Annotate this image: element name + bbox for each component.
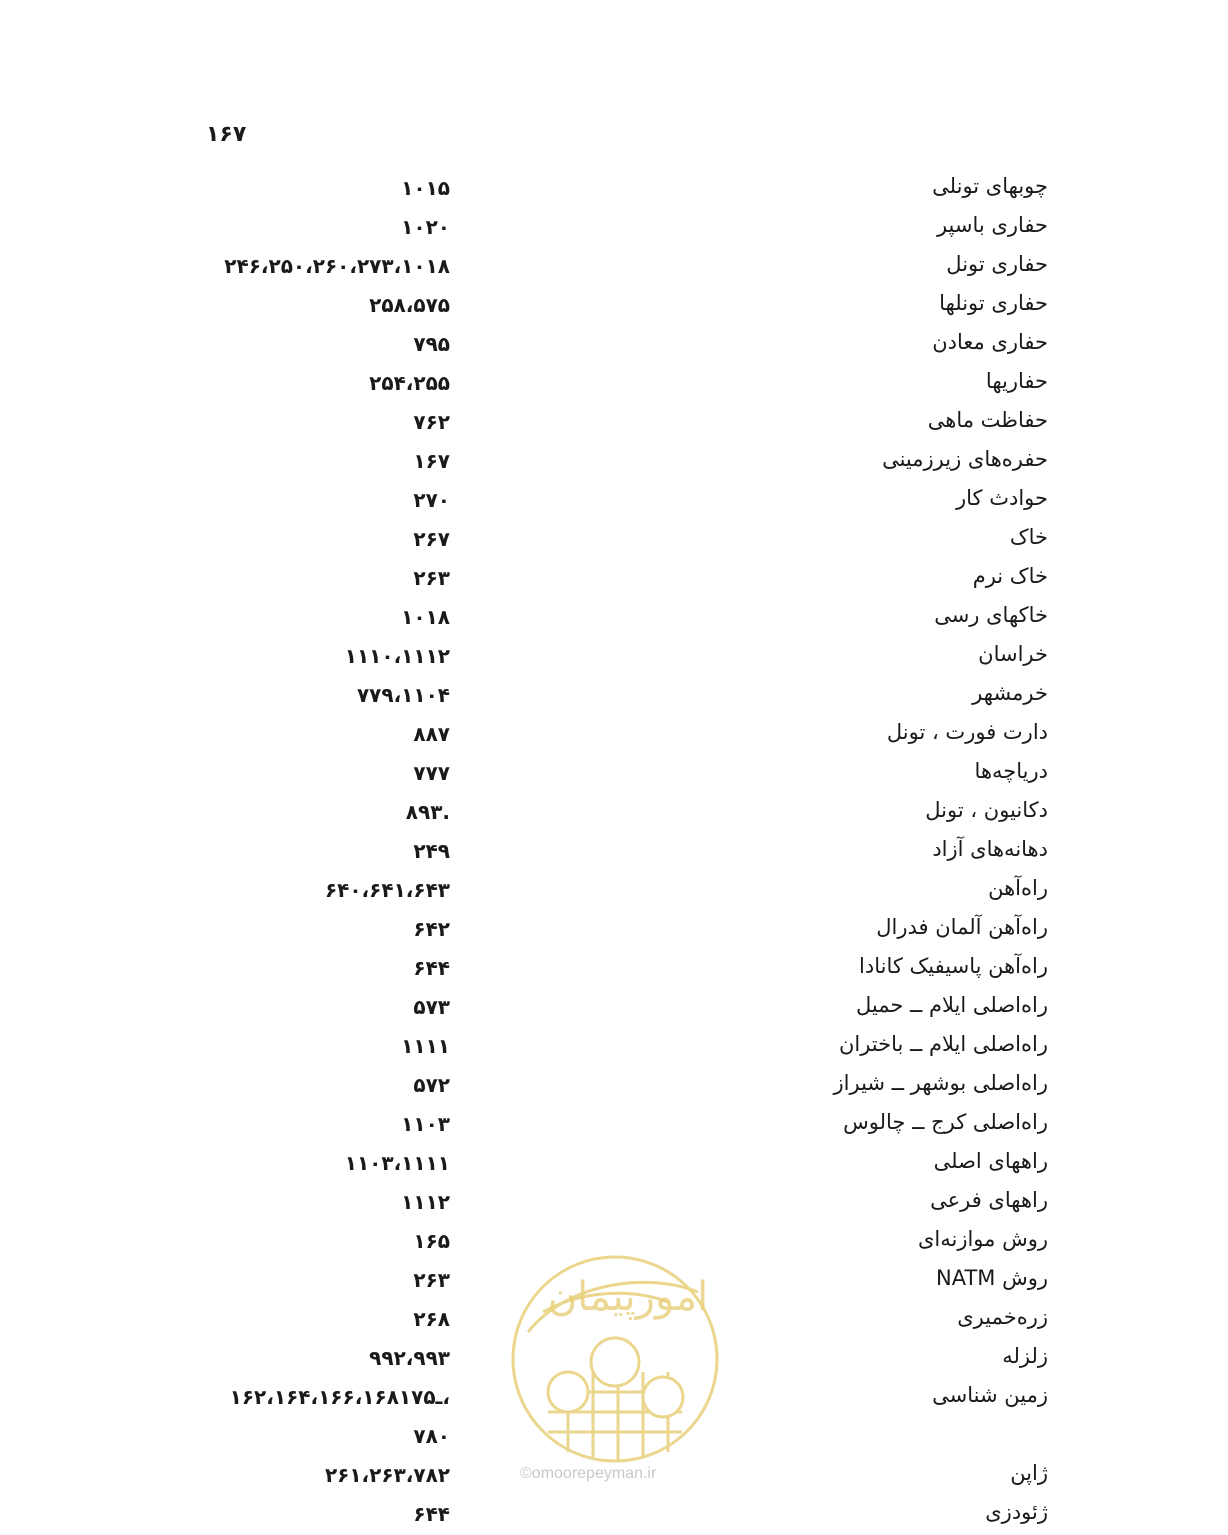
index-term: زمین شناسی	[932, 1383, 1048, 1407]
index-pages: ۶۴۴	[413, 956, 450, 980]
index-pages: ۱۱۱۰،۱۱۱۲	[344, 644, 450, 668]
index-pages: ۱۰۱۸	[401, 605, 450, 629]
index-entry	[0, 599, 1228, 638]
index-entry	[0, 755, 1228, 794]
index-term: دهانه‌های آزاد	[932, 837, 1048, 861]
index-pages: ۷۷۹،۱۱۰۴	[356, 683, 450, 707]
index-term: چوبهای تونلی	[932, 174, 1048, 198]
index-pages: ۲۴۶،۲۵۰،۲۶۰،۲۷۳،۱۰۱۸	[224, 254, 450, 278]
index-pages: ۵۷۲	[413, 1073, 450, 1097]
index-term: راه‌آهن آلمان فدرال	[876, 915, 1048, 939]
index-term: راه‌آهن پاسیفیک کانادا	[859, 954, 1048, 978]
index-pages: ۹۹۲،۹۹۳	[369, 1346, 450, 1370]
index-term: خراسان	[978, 642, 1048, 666]
index-entry	[0, 794, 1228, 833]
index-entry	[0, 677, 1228, 716]
index-term: خاک نرم	[972, 564, 1048, 588]
index-entry	[0, 560, 1228, 599]
index-term: دارت فورت ، تونل	[886, 720, 1048, 744]
watermark-url	[520, 1462, 656, 1484]
index-term: دکانیون ، تونل	[925, 798, 1048, 822]
index-entry	[0, 365, 1228, 404]
index-pages: ۲۶۷	[413, 527, 450, 551]
index-term: راه‌اصلی کرج ــ چالوس	[843, 1110, 1048, 1134]
index-term: حفره‌های زیرزمینی	[882, 447, 1048, 471]
index-term: حفاری باسپر	[936, 213, 1048, 237]
index-pages: ۲۶۳	[413, 566, 450, 590]
index-pages: ۲۶۱،۲۶۳،۷۸۲	[324, 1463, 450, 1487]
index-term: راه‌آهن	[988, 876, 1048, 900]
index-term: راه‌اصلی بوشهر ــ شیراز	[833, 1071, 1048, 1095]
index-pages: ۲۶۸	[413, 1307, 450, 1331]
index-entry	[0, 1106, 1228, 1145]
index-pages: ۷۶۲	[413, 410, 450, 434]
index-pages: ۸۸۷	[413, 722, 450, 746]
watermark-url-text: omoorepeyman.ir	[531, 1465, 657, 1482]
watermark-logo	[508, 1252, 722, 1466]
index-pages: ۷۸۰	[413, 1424, 450, 1448]
index-pages: ۱۰۲۰	[401, 215, 450, 239]
index-pages: ۱۶۵	[413, 1229, 450, 1253]
index-pages: ۱۰۱۵	[401, 176, 450, 200]
index-pages: ۶۴۲	[413, 917, 450, 941]
index-entry	[0, 248, 1228, 287]
watermark-logo-text: امورپیمان	[547, 1274, 709, 1320]
index-entry	[0, 1145, 1228, 1184]
index-term: ژئودزی	[985, 1500, 1048, 1524]
index-term: خرمشهر	[972, 681, 1048, 705]
index-entry	[0, 443, 1228, 482]
index-pages: ۱۱۰۳،۱۱۱۱	[344, 1151, 450, 1175]
index-entry	[0, 404, 1228, 443]
index-term: ژاپن	[1010, 1461, 1048, 1485]
index-pages: ۷۷۷	[413, 761, 450, 785]
index-pages: ۲۵۸،۵۷۵	[369, 293, 450, 317]
index-entry	[0, 872, 1228, 911]
index-entry	[0, 638, 1228, 677]
index-term: حفاری تونل	[946, 252, 1048, 276]
index-term: خاکهای رسی	[934, 603, 1048, 627]
index-entry	[0, 287, 1228, 326]
index-pages: ۲۶۳	[413, 1268, 450, 1292]
index-pages: ۲۷۰	[413, 488, 450, 512]
index-term: راههای اصلی	[933, 1149, 1048, 1173]
index-entry	[0, 950, 1228, 989]
index-pages: ۱۱۱۱	[401, 1034, 450, 1058]
index-term: حفاریها	[985, 369, 1048, 393]
index-pages: ۲۴۹	[413, 839, 450, 863]
index-entry	[0, 716, 1228, 755]
index-pages: ۷۹۵	[413, 332, 450, 356]
index-term: دریاچه‌ها	[974, 759, 1048, 783]
index-pages: ۱۶۲،۱۶۴،۱۶۶،۱۶۸ـ۱۷۵،	[229, 1385, 450, 1409]
index-term: راه‌اصلی ایلام ــ حمیل	[855, 993, 1048, 1017]
index-term: حفاظت ماهی	[927, 408, 1048, 432]
index-pages: ۶۴۴	[413, 1502, 450, 1526]
index-term: زره‌خمیری	[957, 1305, 1048, 1329]
index-term: روش موازنه‌ای	[917, 1227, 1048, 1251]
index-entry	[0, 521, 1228, 560]
page-number: ۱۶۷	[206, 122, 247, 147]
index-term: حفاری تونلها	[939, 291, 1048, 315]
copyright-icon: ©	[520, 1465, 532, 1482]
index-entry	[0, 170, 1228, 209]
index-entry	[0, 1184, 1228, 1223]
index-pages: ۱۱۱۲	[401, 1190, 450, 1214]
index-entry	[0, 326, 1228, 365]
index-pages: ۱۱۰۳	[401, 1112, 450, 1136]
index-entry	[0, 482, 1228, 521]
index-term: زلزله	[1002, 1344, 1048, 1368]
index-term: حفاری معادن	[932, 330, 1048, 354]
index-entry	[0, 989, 1228, 1028]
index-term: حوادث کار	[956, 486, 1048, 510]
index-pages: ۸۹۳.	[405, 800, 450, 824]
index-term: خاک	[1009, 525, 1048, 549]
index-entry	[0, 911, 1228, 950]
index-entry	[0, 209, 1228, 248]
index-entry	[0, 1028, 1228, 1067]
index-term: راه‌اصلی ایلام ــ باختران	[838, 1032, 1048, 1056]
index-pages: ۶۴۰،۶۴۱،۶۴۳	[324, 878, 450, 902]
index-entry	[0, 1067, 1228, 1106]
index-term: روش NATM	[936, 1266, 1048, 1290]
index-term: راههای فرعی	[930, 1188, 1048, 1212]
index-entry	[0, 1496, 1228, 1535]
index-pages: ۱۶۷	[413, 449, 450, 473]
index-entry	[0, 833, 1228, 872]
index-pages: ۲۵۴،۲۵۵	[369, 371, 450, 395]
index-pages: ۵۷۳	[413, 995, 450, 1019]
